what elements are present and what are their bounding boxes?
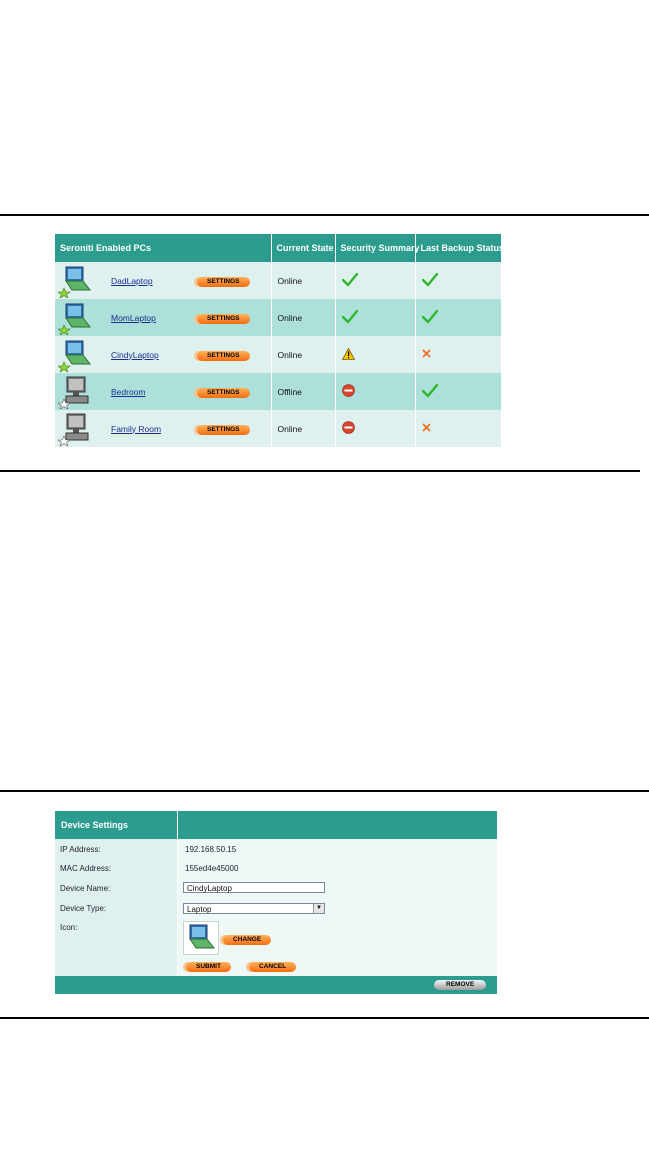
table-row: [55, 336, 501, 373]
x-icon: [422, 349, 431, 358]
pc-settings-cell: [197, 336, 271, 373]
x-icon: [422, 423, 431, 432]
blocked-icon: [342, 384, 355, 397]
column-header-pcs: Seroniti Enabled PCs: [55, 234, 271, 262]
change-icon-button[interactable]: CHANGE: [223, 935, 271, 945]
pc-security-cell: [335, 410, 415, 447]
column-header-security: Security Summary: [335, 234, 415, 262]
device-settings-header: [55, 811, 497, 839]
icon-label: Icon:: [60, 923, 78, 932]
laptop-icon: [58, 301, 94, 335]
check-icon: [422, 273, 438, 287]
pc-state-cell: Online: [271, 299, 335, 336]
device-name-field[interactable]: CindyLaptop: [183, 882, 325, 893]
pc-name-link[interactable]: CindyLaptop: [111, 349, 159, 360]
check-icon: [422, 384, 438, 398]
pc-name-link[interactable]: DadLaptop: [111, 275, 153, 286]
divider-top-2: [0, 470, 640, 472]
pc-name-link[interactable]: Family Room: [111, 423, 162, 434]
device-type-label: Device Type:: [60, 904, 107, 913]
pc-name-cell: [97, 299, 197, 336]
pc-name-cell: [97, 373, 197, 410]
settings-button[interactable]: SETTINGS: [197, 277, 250, 287]
warning-icon: [342, 348, 355, 360]
device-settings-panel: [55, 811, 497, 994]
cancel-button[interactable]: CANCEL: [249, 962, 296, 972]
divider-bottom-2: [0, 1017, 649, 1019]
table-row: [55, 410, 501, 447]
divider-top-1: [0, 214, 649, 216]
settings-button[interactable]: SETTINGS: [197, 425, 250, 435]
table-header-row: [55, 234, 501, 262]
desktop-pc-icon: [58, 412, 94, 446]
column-header-backup: Last Backup Status: [415, 234, 501, 262]
pc-settings-cell: [197, 262, 271, 299]
pc-settings-cell: [197, 410, 271, 447]
pc-backup-cell: [415, 299, 501, 336]
pc-security-cell: [335, 373, 415, 410]
remove-button[interactable]: REMOVE: [434, 980, 486, 990]
pcs-table: [55, 234, 505, 447]
pc-name-cell: [97, 262, 197, 299]
mac-label: MAC Address:: [60, 864, 112, 873]
pc-state-cell: Offline: [271, 373, 335, 410]
device-type-select[interactable]: [183, 903, 325, 914]
pc-icon-cell: [55, 410, 97, 447]
ip-value: 192.168.50.15: [185, 845, 237, 854]
laptop-icon: [184, 922, 218, 954]
pc-name-cell: [97, 410, 197, 447]
desktop-pc-icon: [58, 375, 94, 409]
settings-button[interactable]: SETTINGS: [197, 351, 250, 361]
blocked-icon: [342, 421, 355, 434]
pc-backup-cell: [415, 262, 501, 299]
check-icon: [342, 310, 358, 324]
column-header-state: Current State: [271, 234, 335, 262]
settings-button[interactable]: SETTINGS: [197, 388, 250, 398]
pc-name-link[interactable]: MomLaptop: [111, 312, 156, 323]
pc-state-cell: Online: [271, 410, 335, 447]
pc-icon-cell: [55, 262, 97, 299]
pc-state-cell: Online: [271, 262, 335, 299]
table-row: [55, 373, 501, 410]
table-row: [55, 262, 501, 299]
pc-security-cell: [335, 336, 415, 373]
table-row: [55, 299, 501, 336]
pc-backup-cell: [415, 373, 501, 410]
pc-name-link[interactable]: Bedroom: [111, 386, 146, 397]
divider-bottom-1: [0, 790, 649, 792]
device-name-label: Device Name:: [60, 884, 111, 893]
pc-backup-cell: [415, 336, 501, 373]
pc-security-cell: [335, 262, 415, 299]
settings-button[interactable]: SETTINGS: [197, 314, 250, 324]
pc-security-cell: [335, 299, 415, 336]
laptop-icon: [58, 338, 94, 372]
device-settings-title: Device Settings: [61, 820, 129, 830]
pc-icon-cell: [55, 336, 97, 373]
pc-name-cell: [97, 336, 197, 373]
device-settings-footer: [55, 976, 497, 994]
device-type-value: Laptop: [187, 905, 212, 914]
pc-settings-cell: [197, 373, 271, 410]
pc-backup-cell: [415, 410, 501, 447]
chevron-down-icon[interactable]: ▼: [313, 904, 324, 913]
pc-settings-cell: [197, 299, 271, 336]
pc-icon-cell: [55, 373, 97, 410]
ip-label: IP Address:: [60, 845, 101, 854]
pc-icon-cell: [55, 299, 97, 336]
submit-button[interactable]: SUBMIT: [186, 962, 231, 972]
pc-state-cell: Online: [271, 336, 335, 373]
mac-value: 155ed4e45000: [185, 864, 239, 873]
laptop-icon: [58, 264, 94, 298]
check-icon: [422, 310, 438, 324]
check-icon: [342, 273, 358, 287]
device-icon-preview: [183, 921, 219, 955]
